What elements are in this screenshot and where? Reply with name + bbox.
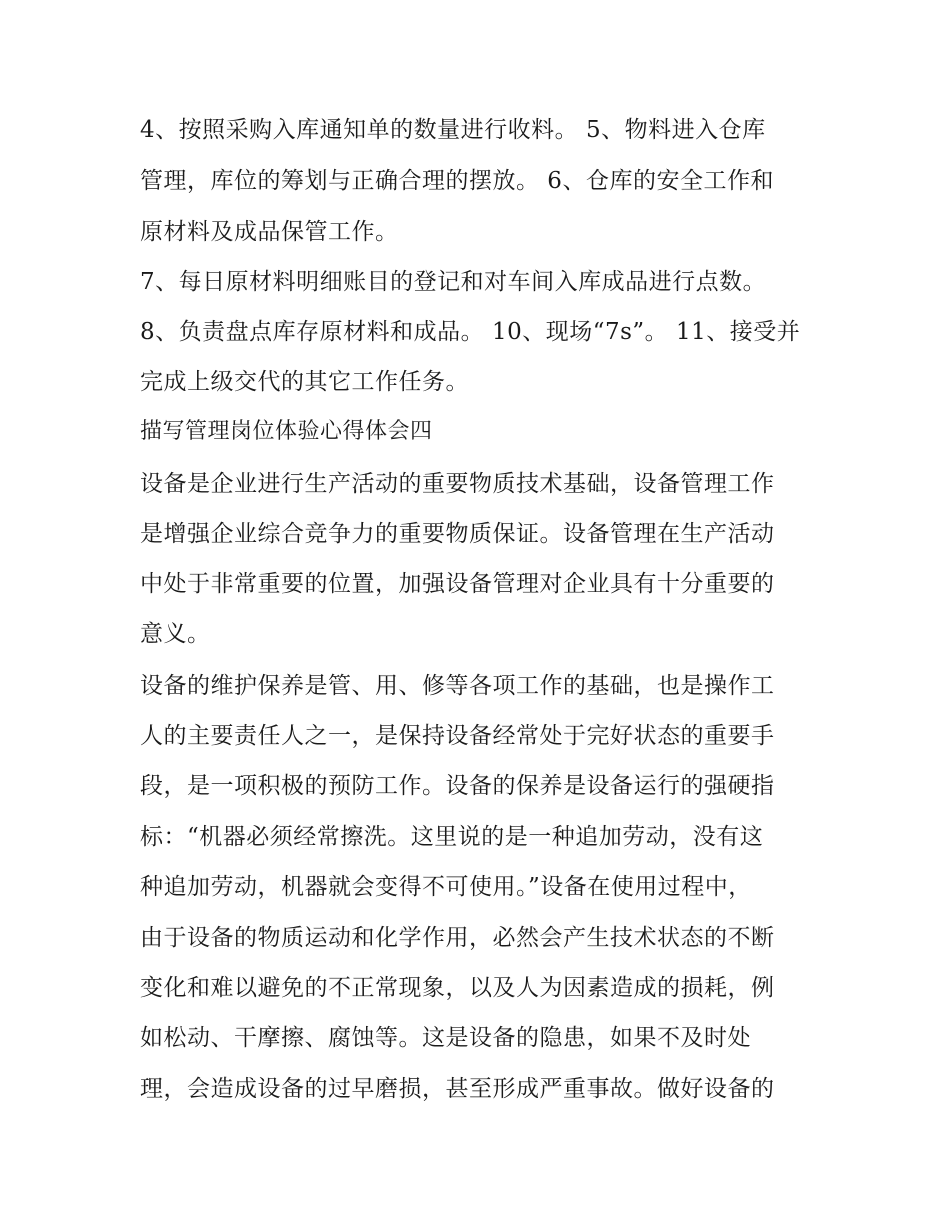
text-line: 人的主要责任人之一，是保持设备经常处于完好状态的重要手 [140, 723, 775, 749]
text-line: 7、每日原材料明细账目的登记和对车间入库成品进行点数。 [140, 269, 767, 295]
text-line: 完成上级交代的其它工作任务。 [140, 369, 469, 395]
text-line: 种追加劳动，机器就会变得不可使用。”设备在使用过程中， [140, 874, 752, 900]
text-line: 由于设备的物质运动和化学作用，必然会产生技术状态的不断 [140, 925, 775, 951]
text-line: 段，是一项积极的预防工作。设备的保养是设备运行的强硬指 [140, 773, 775, 799]
text-line: 如松动、干摩擦、腐蚀等。这是设备的隐患，如果不及时处 [140, 1025, 751, 1051]
text-line: 8、负责盘点库存原材料和成品。 10、现场“7s”。 11、接受并 [140, 319, 801, 345]
text-line: 4、按照采购入库通知单的数量进行收料。 5、物料进入仓库 [140, 117, 766, 143]
section-heading: 描写管理岗位体验心得体会四 [140, 419, 433, 444]
text-line: 是增强企业综合竞争力的重要物质保证。设备管理在生产活动 [140, 521, 775, 547]
text-line: 中处于非常重要的位置，加强设备管理对企业具有十分重要的 [140, 571, 775, 597]
text-line: 变化和难以避免的不正常现象，以及人为因素造成的损耗，例 [140, 975, 775, 1001]
text-line: 设备是企业进行生产活动的重要物质技术基础，设备管理工作 [140, 471, 775, 497]
text-line: 理，会造成设备的过早磨损，甚至形成严重事故。做好设备的 [140, 1076, 775, 1102]
text-line: 管理，库位的筹划与正确合理的摆放。 6、仓库的安全工作和 [140, 168, 774, 194]
text-line: 原材料及成品保管工作。 [140, 219, 399, 245]
text-line: 标：“机器必须经常擦洗。这里说的是一种追加劳动，没有这 [140, 824, 764, 850]
text-line: 意义。 [140, 621, 211, 647]
text-line: 设备的维护保养是管、用、修等各项工作的基础，也是操作工 [140, 673, 775, 699]
